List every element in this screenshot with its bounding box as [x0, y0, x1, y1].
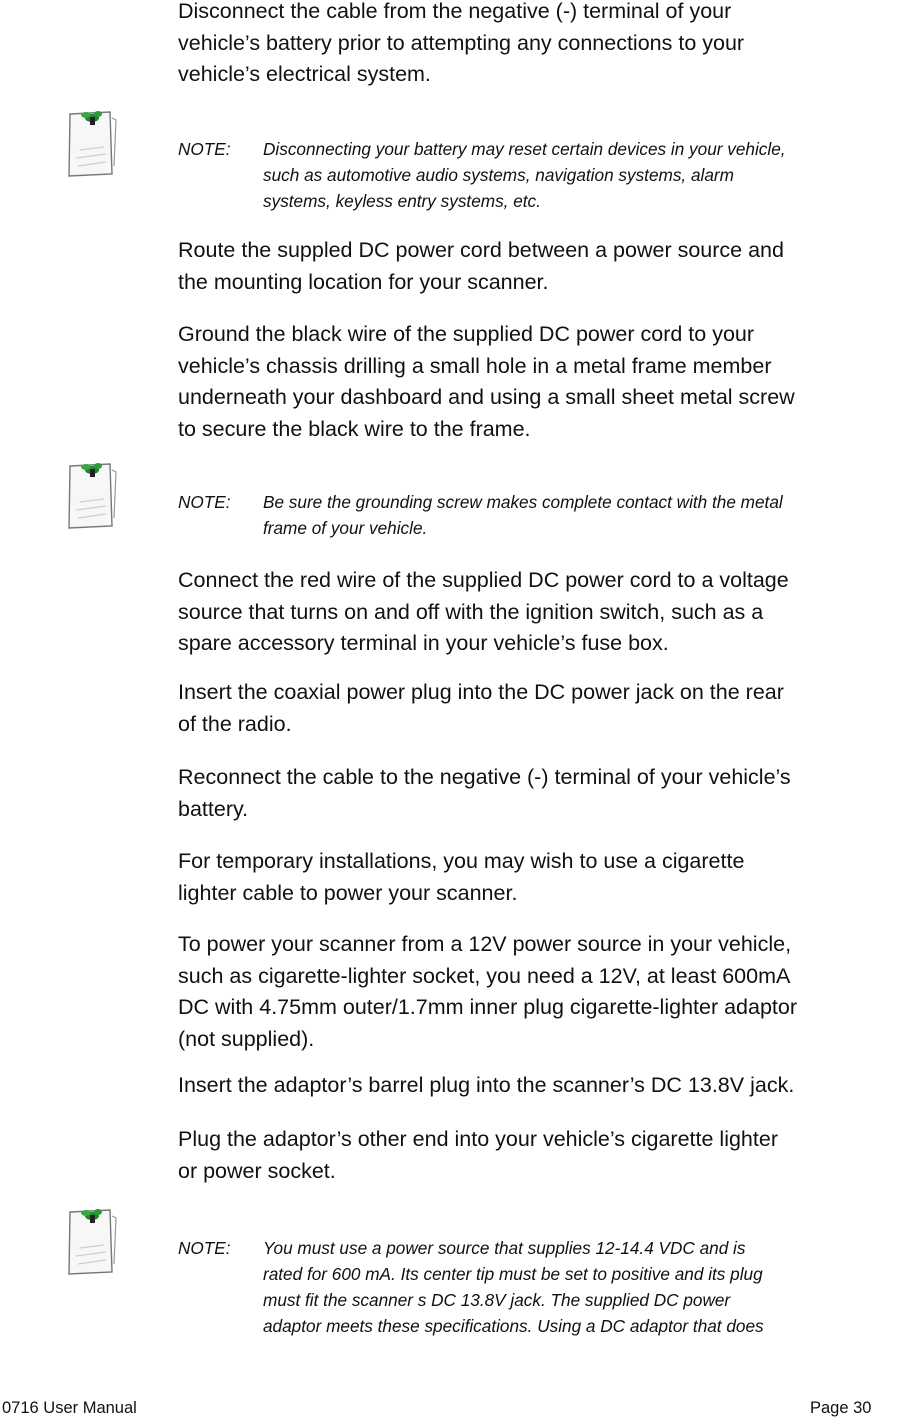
- note-line: rated for 600 mA. Its center tip must be set to positive and its plug: [263, 1264, 763, 1284]
- text-line: Insert the adaptor’s barrel plug into the scanner’s DC 13.8V jack.: [178, 1073, 795, 1097]
- text-line: Plug the adaptor’s other end into your vehicle’s cigarette lighter: [178, 1127, 778, 1151]
- note-label: NOTE:: [178, 139, 231, 159]
- paragraph-coaxial-plug: [178, 677, 896, 740]
- note-line: Be sure the grounding screw makes complete contact with the metal: [263, 492, 783, 512]
- text-line: battery.: [178, 796, 249, 821]
- text-line: For temporary installations, you may wish to use a cigarette: [178, 849, 745, 873]
- paragraph-barrel-plug: [178, 1070, 896, 1102]
- text-line: to secure the black wire to the frame.: [178, 416, 531, 441]
- text-line: spare accessory terminal in your vehicle’s fuse box.: [178, 631, 669, 655]
- paragraph-disconnect-battery: [178, 0, 896, 91]
- text-line: Route the suppled DC power cord between a power source and: [178, 238, 784, 262]
- text-line: vehicle’s chassis drilling a small hole in a metal frame member: [178, 353, 772, 378]
- note-line: must fit the scanner s DC 13.8V jack. The supplied DC power: [263, 1290, 731, 1310]
- text-line: underneath your dashboard and using a small sheet metal screw: [178, 385, 795, 409]
- pinned-note-icon: [66, 1206, 118, 1280]
- footer-manual-title: 0716 User Manual: [2, 1399, 137, 1417]
- text-line: the mounting location for your scanner.: [178, 269, 549, 294]
- text-line: To power your scanner from a 12V power source in your vehicle,: [178, 932, 792, 956]
- paragraph-route-cord: [178, 235, 896, 298]
- note-line: such as automotive audio systems, navigation systems, alarm: [263, 165, 734, 185]
- paragraph-12v-power: [178, 929, 896, 1055]
- text-line: source that turns on and off with the ignition switch, such as a: [178, 599, 764, 624]
- note-line: adaptor meets these specifications. Using a DC adaptor that does: [263, 1316, 764, 1336]
- text-line: such as cigarette-lighter socket, you need a 12V, at least 600mA: [178, 963, 791, 988]
- paragraph-adaptor-end: [178, 1124, 896, 1187]
- text-line: Insert the coaxial power plug into the DC power jack on the rear: [178, 680, 784, 704]
- paragraph-ground-wire: [178, 319, 896, 445]
- text-line: Connect the red wire of the supplied DC power cord to a voltage: [178, 568, 789, 592]
- text-line: vehicle’s electrical system.: [178, 62, 431, 86]
- text-line: Reconnect the cable to the negative (-) terminal of your vehicle’s: [178, 765, 791, 789]
- text-line: of the radio.: [178, 711, 292, 736]
- pinned-note-icon: [66, 460, 118, 534]
- note-label: NOTE:: [178, 492, 231, 512]
- note-line: You must use a power source that supplies 12-14.4 VDC and is: [263, 1238, 746, 1258]
- note-line: systems, keyless entry systems, etc.: [263, 191, 541, 211]
- text-line: Ground the black wire of the supplied DC power cord to your: [178, 322, 755, 346]
- paragraph-reconnect-cable: [178, 762, 896, 825]
- note-line: Disconnecting your battery may reset certain devices in your vehicle,: [263, 139, 786, 159]
- text-line: or power socket.: [178, 1158, 336, 1183]
- paragraph-red-wire: [178, 565, 896, 660]
- text-line: (not supplied).: [178, 1026, 315, 1051]
- text-line: lighter cable to power your scanner.: [178, 880, 518, 905]
- text-line: DC with 4.75mm outer/1.7mm inner plug cigarette-lighter adaptor: [178, 995, 798, 1019]
- footer-page-number: Page 30: [810, 1399, 872, 1417]
- paragraph-temporary-install: [178, 846, 896, 909]
- pinned-note-icon: [66, 108, 118, 182]
- note-line: frame of your vehicle.: [263, 518, 428, 538]
- text-line: Disconnect the cable from the negative (-) terminal of your: [178, 0, 732, 23]
- text-line: vehicle’s battery prior to attempting any connections to your: [178, 30, 745, 55]
- note-label: NOTE:: [178, 1238, 231, 1258]
